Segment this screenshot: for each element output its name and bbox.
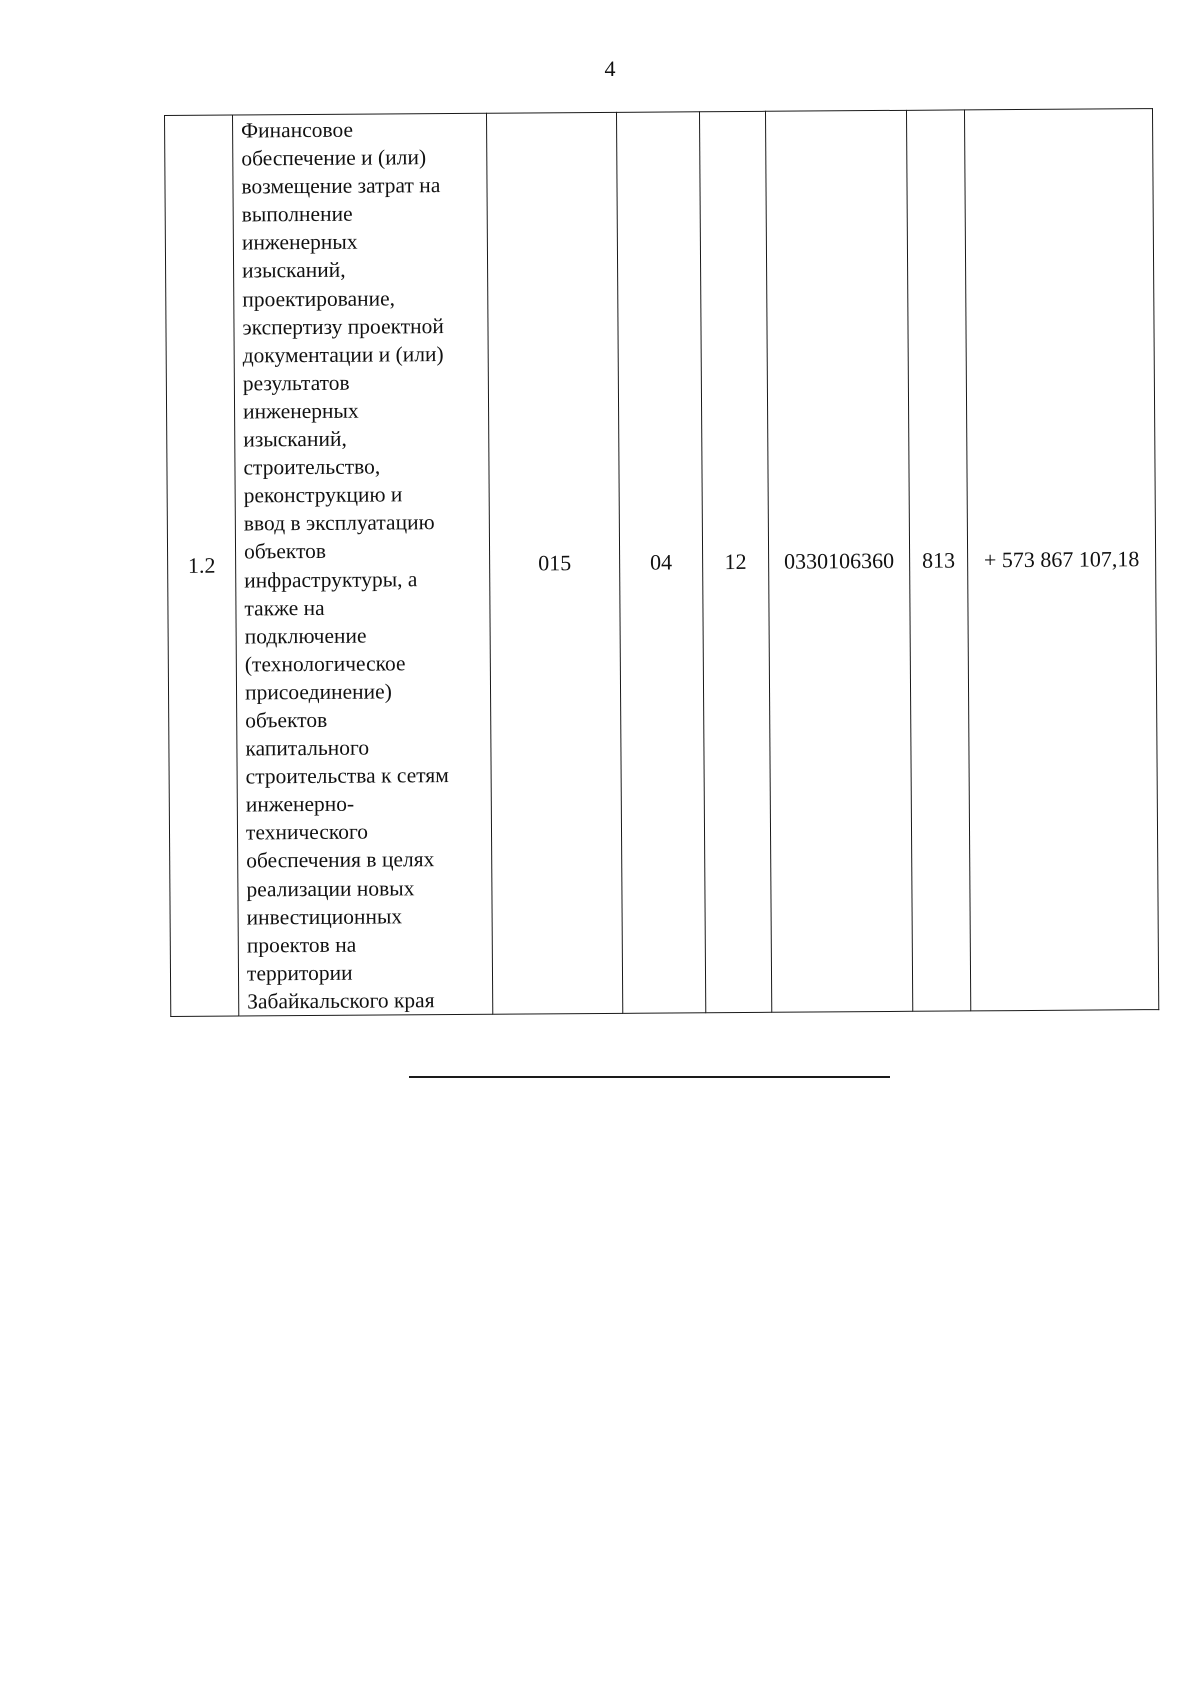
expense-name-line: реконструкцию и bbox=[243, 482, 403, 508]
expense-name-line: изысканий, bbox=[243, 426, 347, 452]
expense-name-line: подключение bbox=[244, 623, 367, 649]
amount-cell: + 573 867 107,18 bbox=[964, 109, 1158, 1011]
page-number: 4 bbox=[604, 56, 616, 81]
expense-name-line: инженерных bbox=[242, 398, 359, 424]
expense-name-line: ввод в эксплуатацию bbox=[243, 510, 435, 536]
expense-name-line: объектов bbox=[243, 539, 327, 564]
expense-name-line: также на bbox=[244, 595, 325, 621]
expense-name-line: выполнение bbox=[241, 201, 353, 227]
budget-table bbox=[164, 108, 1159, 1017]
expense-name-line: строительства к сетям bbox=[245, 763, 449, 789]
expense-name-line: технического bbox=[245, 819, 369, 845]
expense-name-line: Финансовое bbox=[241, 117, 354, 143]
expense-name-line: инвестиционных bbox=[246, 903, 403, 930]
target-article-cell: 0330106360 bbox=[765, 110, 912, 1012]
subsection-cell: 12 bbox=[699, 111, 771, 1012]
expense-name-line: строительство, bbox=[243, 454, 381, 480]
expense-name-line: возмещение затрат на bbox=[241, 173, 441, 199]
closing-rule bbox=[409, 1076, 890, 1078]
expense-name-line: инженерно- bbox=[245, 791, 355, 817]
expense-name-line: проектирование, bbox=[242, 285, 396, 312]
expense-name-line: проектов на bbox=[246, 932, 357, 958]
expense-name-line: присоединение) bbox=[244, 679, 392, 705]
expense-name-line: результатов bbox=[242, 370, 350, 396]
expense-name-line: документации и (или) bbox=[242, 341, 444, 368]
expense-name-line: обеспечение и (или) bbox=[241, 145, 427, 171]
expense-name-line: инженерных bbox=[241, 230, 358, 255]
row-index-cell: 1.2 bbox=[165, 115, 239, 1016]
section-cell: 04 bbox=[616, 112, 705, 1014]
expense-name-line: объектов bbox=[245, 707, 328, 733]
expense-name-line: реализации новых bbox=[246, 875, 415, 901]
expense-name-line: капитального bbox=[245, 735, 370, 761]
ministry-code-cell: 015 bbox=[486, 112, 622, 1014]
expense-name-line: (технологическое bbox=[244, 651, 406, 677]
expense-name-cell bbox=[233, 113, 493, 1016]
expense-name-line: территории bbox=[246, 960, 353, 986]
table-row bbox=[165, 109, 1159, 1017]
budget-table-wrapper bbox=[164, 108, 1158, 1015]
expense-name-line: Забайкальского края bbox=[247, 988, 435, 1014]
expense-type-cell: 813 bbox=[906, 110, 970, 1011]
expense-name-line: обеспечения в целях bbox=[246, 847, 435, 873]
expense-name-line: изысканий, bbox=[242, 258, 346, 283]
expense-name-line: экспертизу проектной bbox=[242, 313, 444, 340]
expense-name-line: инфраструктуры, а bbox=[244, 566, 418, 592]
